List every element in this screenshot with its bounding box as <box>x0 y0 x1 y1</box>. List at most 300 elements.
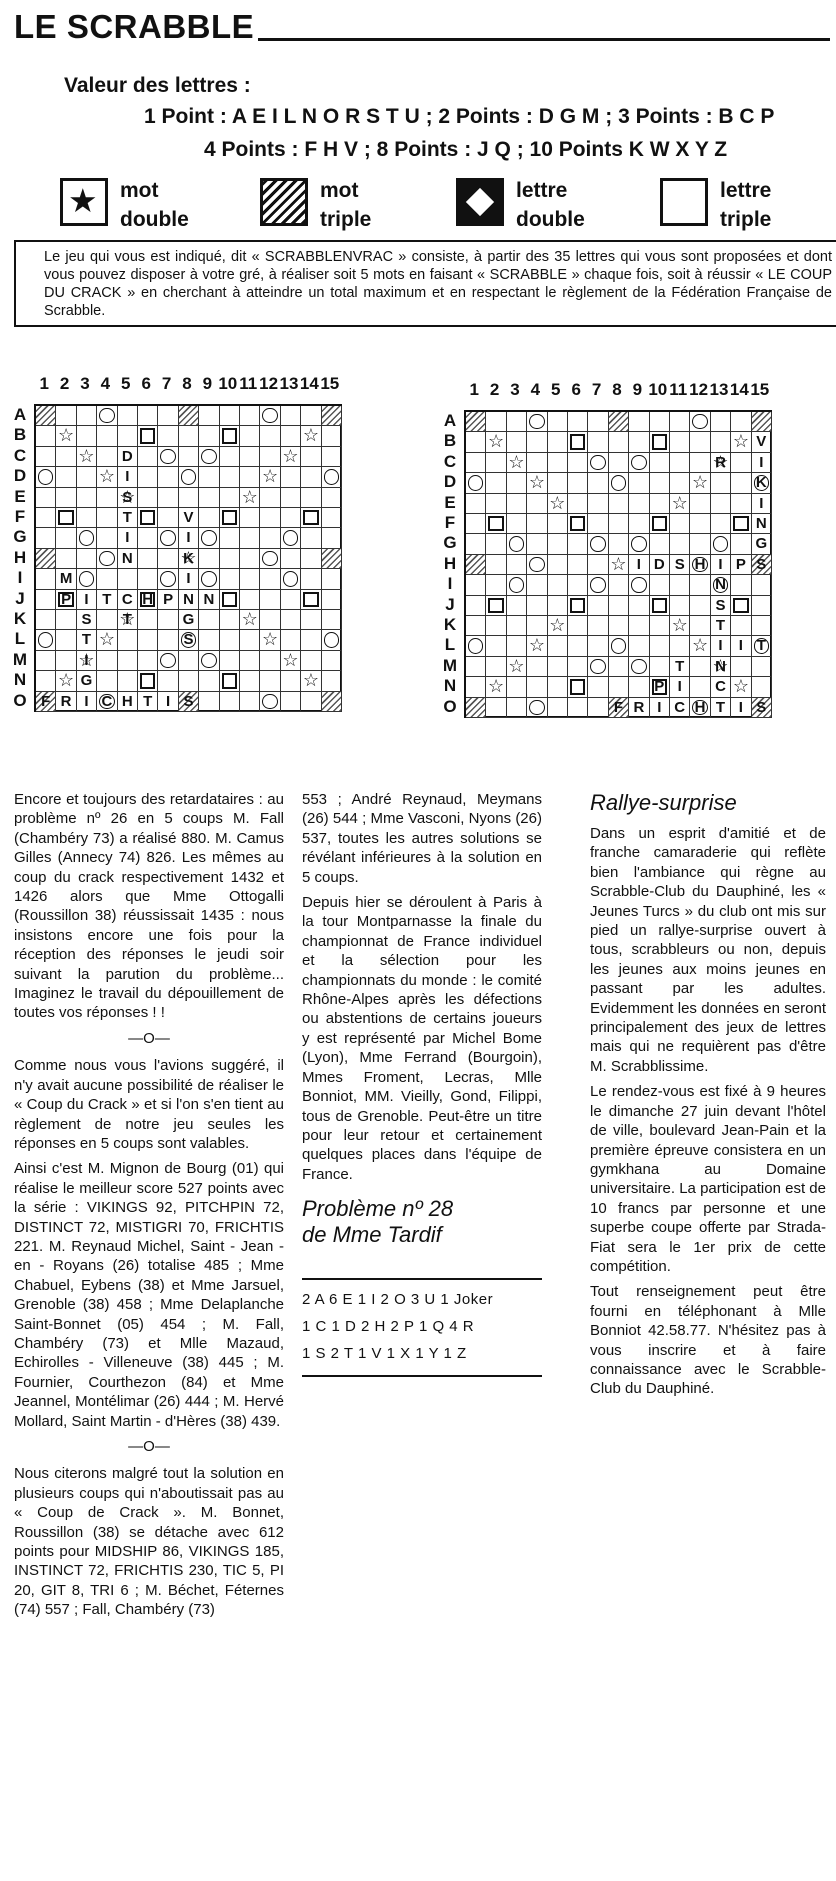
board-cell <box>138 610 158 630</box>
board-cell <box>56 549 76 569</box>
board-cell <box>752 534 772 554</box>
row-letter: L <box>14 629 26 649</box>
board-cell <box>507 494 527 514</box>
board-cell <box>56 467 76 487</box>
board-cell <box>486 412 506 432</box>
board-cell <box>301 528 321 548</box>
board-cell <box>322 447 342 467</box>
column-number: 1 <box>39 374 49 393</box>
board-cell <box>179 651 199 671</box>
board-cell <box>158 508 178 528</box>
triple-letter-cell <box>220 590 240 610</box>
board-cell <box>36 508 56 528</box>
tile-letter: I <box>738 698 743 716</box>
double-word-cell <box>97 467 117 487</box>
board-cell <box>711 698 731 718</box>
row-letter: A <box>13 405 27 424</box>
board-cell <box>281 406 301 426</box>
double-word-cell <box>527 636 547 656</box>
double-letter-cell <box>260 406 280 426</box>
board-cell <box>507 473 527 493</box>
board-cell <box>220 569 240 589</box>
board-cell <box>466 616 486 636</box>
board-cell <box>240 590 260 610</box>
board-cell <box>507 677 527 697</box>
board-cell <box>548 412 568 432</box>
board-cell <box>650 616 670 636</box>
double-word-cell <box>548 494 568 514</box>
board-cell <box>77 508 97 528</box>
tile-letter: S <box>756 698 767 716</box>
star-icon <box>60 178 108 226</box>
board-cell <box>548 473 568 493</box>
board-cell <box>260 651 280 671</box>
tile-letter: I <box>166 692 171 710</box>
board-cell <box>466 677 486 697</box>
board-cell <box>260 447 280 467</box>
board-cell <box>220 447 240 467</box>
triple-word-cell <box>179 692 199 712</box>
board-cell <box>240 447 260 467</box>
triple-word-cell <box>466 698 486 718</box>
board-cell <box>240 467 260 487</box>
board-cell <box>56 692 76 712</box>
board-cell <box>240 426 260 446</box>
triple-letter-cell <box>568 514 588 534</box>
board-cell <box>56 610 76 630</box>
board-cell <box>36 671 56 691</box>
board-cell <box>731 555 751 575</box>
tile-letter: I <box>125 468 130 486</box>
row-letter: J <box>445 594 455 614</box>
double-word-cell <box>281 447 301 467</box>
tile-letter: I <box>759 453 764 471</box>
board-cell <box>77 590 97 610</box>
board-cell <box>568 575 588 595</box>
double-word-cell <box>301 671 321 691</box>
tile-letter: I <box>759 494 764 512</box>
board-cell <box>322 569 342 589</box>
triple-letter-cell <box>138 671 158 691</box>
row-letter: I <box>17 568 23 588</box>
double-letter-cell <box>588 657 608 677</box>
board-cell <box>158 406 178 426</box>
board-cell <box>629 432 649 452</box>
board-cell <box>466 514 486 534</box>
board-cell <box>711 616 731 636</box>
row-letter: N <box>443 676 457 696</box>
column-number: 14 <box>299 374 319 393</box>
board-cell <box>568 555 588 575</box>
triple-word-cell <box>179 406 199 426</box>
tile-letter: G <box>182 611 195 628</box>
double-letter-cell <box>77 528 97 548</box>
board-cell <box>609 494 629 514</box>
legend-label: triple <box>320 208 372 231</box>
board-cell <box>97 447 117 467</box>
board-cell <box>199 610 219 630</box>
scrabble-board-left <box>12 372 340 772</box>
board-cell <box>36 528 56 548</box>
board-cell <box>609 616 629 636</box>
board-cell <box>731 412 751 432</box>
double-word-cell <box>77 447 97 467</box>
tile-letter: H <box>694 698 706 716</box>
double-letter-cell <box>179 630 199 650</box>
triple-letter-cell <box>731 514 751 534</box>
board-cell <box>609 432 629 452</box>
paragraph: Comme nous vous l'avions suggéré, il n'y avait aucune possibilité de réaliser le « Coup du Crack » et si l'on s'en tient au règlement de notre jeu seules les réponses en 5 coups sont valables. <box>14 1057 284 1152</box>
triple-letter-cell <box>220 426 240 446</box>
board-grid <box>34 404 342 712</box>
board-cell <box>281 692 301 712</box>
double-letter-cell <box>97 549 117 569</box>
board-cell <box>752 432 772 452</box>
board-cell <box>322 426 342 446</box>
column-number: 12 <box>259 374 279 393</box>
paragraph: Ainsi c'est M. Mignon de Bourg (01) qui réalise le meilleur score 527 points avec la série : VIKINGS 92, PITCHPIN 72, DISTINCT 72, MISTIGRI 70, FRICHTIS 221. M. Reynaud Michel, Saint - Jean - en - Royans (26) totalise 485 ; Mme Chabuel, Eybens (38) et Mme Jarsuel, Grenoble (38) 458 ; Mme Delaplanche Saint-Bonnet (05) 454 ; M. Fall, Chambéry (73) et Mlle Mazaud, Echirolles - Villeneuve (38) 445 ; M. Fournier, Courthezon (84) et Mme Jeannel, Montélimar (26) 444 ; M. Hervé Mollard, Saint Martin - d'Hères (38) 439. <box>14 1160 284 1430</box>
board-cell <box>322 610 342 630</box>
legend-label: lettre <box>720 179 772 202</box>
column-number: 14 <box>729 380 749 399</box>
board-cell <box>199 630 219 650</box>
column-number: 6 <box>571 380 581 399</box>
board-cell <box>609 657 629 677</box>
paragraph: 553 ; André Reynaud, Meymans (26) 544 ; Mme Vasconi, Nyons (26) 537, toutes les autres solutions se révélant inférieures à la solution en 5 coups. <box>302 791 542 886</box>
board-cell <box>731 616 751 636</box>
tile-letter: K <box>755 474 767 492</box>
board-cell <box>588 494 608 514</box>
board-cell <box>752 677 772 697</box>
row-letter: H <box>443 553 457 573</box>
board-cell <box>240 630 260 650</box>
tile-letter: T <box>675 657 685 675</box>
board-cell <box>629 412 649 432</box>
column-number: 5 <box>551 380 561 399</box>
board-cell <box>629 555 649 575</box>
board-cell <box>138 447 158 467</box>
double-letter-cell <box>322 630 342 650</box>
row-letter: G <box>443 533 457 553</box>
board-cell <box>158 549 178 569</box>
board-cell <box>179 447 199 467</box>
board-cell <box>548 575 568 595</box>
column-number: 1 <box>469 380 479 399</box>
board-cell <box>179 590 199 610</box>
board-cell <box>568 412 588 432</box>
board-cell <box>629 494 649 514</box>
board-cell <box>507 432 527 452</box>
board-cell <box>466 432 486 452</box>
double-word-cell <box>118 488 138 508</box>
letter-values-line-1: 1 Point : A E I L N O R S T U ; 2 Points : D G M ; 3 Points : B C P <box>144 105 775 128</box>
board-cell <box>711 555 731 575</box>
board-cell <box>260 569 280 589</box>
board-cell <box>301 651 321 671</box>
board-cell <box>588 616 608 636</box>
double-letter-cell <box>629 534 649 554</box>
board-cell <box>466 494 486 514</box>
board-cell <box>629 473 649 493</box>
double-letter-cell <box>629 657 649 677</box>
board-cell <box>97 610 117 630</box>
triple-word-cell <box>609 412 629 432</box>
board-cell <box>36 569 56 589</box>
board-cell <box>527 596 547 616</box>
board-cell <box>77 406 97 426</box>
board-cell <box>670 555 690 575</box>
legend-label: triple <box>720 208 772 231</box>
double-letter-cell <box>690 698 710 718</box>
double-letter-cell <box>629 575 649 595</box>
board-cell <box>588 412 608 432</box>
board-cell <box>568 657 588 677</box>
board-cell <box>588 677 608 697</box>
triple-word-cell <box>36 406 56 426</box>
board-cell <box>322 508 342 528</box>
column-number: 3 <box>510 380 520 399</box>
board-cell <box>650 412 670 432</box>
board-cell <box>97 426 117 446</box>
double-word-cell <box>670 616 690 636</box>
board-cell <box>752 514 772 534</box>
board-cell <box>158 610 178 630</box>
board-cell <box>158 630 178 650</box>
board-cell <box>118 447 138 467</box>
board-cell <box>158 467 178 487</box>
diamond-icon <box>456 178 504 226</box>
board-cell <box>77 488 97 508</box>
board-cell <box>301 406 321 426</box>
board-cell <box>670 412 690 432</box>
board-cell <box>301 610 321 630</box>
board-cell <box>486 534 506 554</box>
tile-letter: C <box>121 590 133 608</box>
board-cell <box>301 569 321 589</box>
board-cell <box>260 671 280 691</box>
board-cell <box>548 453 568 473</box>
tile-letter: T <box>715 617 726 634</box>
scrabble-board-right <box>442 378 770 778</box>
board-cell <box>118 671 138 691</box>
board-cell <box>220 488 240 508</box>
tile-letter: N <box>715 657 726 675</box>
tile-letter: I <box>738 637 743 655</box>
problem-author: de Mme Tardif <box>302 1222 442 1248</box>
double-letter-cell <box>507 575 527 595</box>
board-cell <box>220 467 240 487</box>
board-cell <box>588 596 608 616</box>
intro-box: Le jeu qui vous est indiqué, dit « SCRABBLENVRAC » consiste, à partir des 35 lettres qui vous sont proposées et dont vous pouvez disposer à votre gré, à réaliser soit 5 mots en faisant « SCRABBLE » chaque fois, soit à réussir « LE COUP DU CRACK » en cherchant à atteindre un total maximum et en respectant le règlement de la Fédération Française de Scrabble. <box>14 240 836 327</box>
board-cell <box>690 494 710 514</box>
board-cell <box>97 569 117 589</box>
double-word-cell <box>690 636 710 656</box>
row-letter: C <box>443 451 457 471</box>
board-cell <box>650 494 670 514</box>
double-word-cell <box>77 651 97 671</box>
board-cell <box>670 575 690 595</box>
triple-letter-cell <box>138 426 158 446</box>
board-cell <box>568 473 588 493</box>
board-cell <box>179 528 199 548</box>
board-cell <box>301 692 321 712</box>
board-cell <box>609 677 629 697</box>
board-cell <box>118 528 138 548</box>
board-cell <box>711 677 731 697</box>
tile-letter: T <box>102 590 112 608</box>
board-cell <box>260 426 280 446</box>
double-letter-cell <box>281 569 301 589</box>
double-word-cell <box>56 426 76 446</box>
board-cell <box>240 671 260 691</box>
board-cell <box>36 447 56 467</box>
board-cell <box>711 636 731 656</box>
tile-letter: T <box>122 509 132 526</box>
letter-values <box>64 74 824 161</box>
board-cell <box>77 692 97 712</box>
tile-letter: P <box>61 590 72 608</box>
row-letter: K <box>443 615 457 634</box>
board-cell <box>650 657 670 677</box>
board-cell <box>629 514 649 534</box>
board-cell <box>138 630 158 650</box>
board-cell <box>486 636 506 656</box>
board-cell <box>118 651 138 671</box>
board-cell <box>507 636 527 656</box>
board-cell <box>118 508 138 528</box>
tile-letter: I <box>677 678 682 696</box>
board-cell <box>507 412 527 432</box>
board-cell <box>711 494 731 514</box>
row-letter: E <box>14 486 26 506</box>
triple-letter-cell <box>486 596 506 616</box>
board-cell <box>609 453 629 473</box>
double-word-cell <box>240 610 260 630</box>
board-cell <box>199 426 219 446</box>
board-cell <box>629 596 649 616</box>
board-cell <box>731 698 751 718</box>
board-cell <box>138 406 158 426</box>
board-cell <box>138 569 158 589</box>
page-title: LE SCRABBLE <box>14 8 258 46</box>
letter-values-line-2: 4 Points : F H V ; 8 Points : J Q ; 10 Points K W X Y Z <box>204 138 728 161</box>
board-cell <box>158 488 178 508</box>
tile-letter: C <box>715 678 726 696</box>
tile-letter: M <box>59 570 73 588</box>
letter-draw <box>302 1286 542 1367</box>
board-cell <box>97 528 117 548</box>
double-letter-cell <box>711 575 731 595</box>
triple-letter-cell <box>301 508 321 528</box>
board-cell <box>507 514 527 534</box>
tile-letter: I <box>718 555 723 573</box>
board-cell <box>609 596 629 616</box>
tile-letter: H <box>142 590 154 608</box>
double-word-cell <box>711 657 731 677</box>
board-cell <box>158 426 178 446</box>
triple-word-cell <box>609 698 629 718</box>
legend-label: double <box>516 208 585 231</box>
column-number: 13 <box>709 380 729 399</box>
triple-word-cell <box>466 412 486 432</box>
column-number: 2 <box>59 374 70 393</box>
double-word-cell <box>731 432 751 452</box>
triple-letter-cell <box>650 432 670 452</box>
paragraph: Encore et toujours des retardataires : au problème nº 26 en 5 coups M. Fall (Chambéry 73) a réalisé 880. M. Camus Gilles (Annecy 74) 826. Les mêmes au coup du crack respectivement 1432 et 1426 alors que Mme Ottogalli (Roussillon 38) réussissait 1435 : nous insistons encore une fois pour la réception des réponses le jeudi soir suivant la parution du problème... Imaginez le travail du dépouillement de toutes vos réponses ! ! <box>14 791 284 1022</box>
double-letter-cell <box>527 555 547 575</box>
board-cell <box>220 549 240 569</box>
board-cell <box>670 514 690 534</box>
hatch-icon <box>260 178 308 226</box>
double-word-cell <box>507 453 527 473</box>
board-cell <box>281 549 301 569</box>
column-number: 8 <box>612 380 622 399</box>
column-number: 4 <box>530 380 541 399</box>
double-letter-cell <box>609 473 629 493</box>
column-1 <box>14 790 284 1626</box>
double-letter-cell <box>609 636 629 656</box>
tile-letter: H <box>694 555 706 573</box>
board-cell <box>752 616 772 636</box>
board-cell <box>240 569 260 589</box>
board-cell <box>260 508 280 528</box>
double-letter-cell <box>466 473 486 493</box>
board-cell <box>97 590 117 610</box>
row-letter: C <box>13 445 27 465</box>
triple-letter-cell <box>56 590 76 610</box>
board-cell <box>301 447 321 467</box>
triple-letter-cell <box>138 508 158 528</box>
column-number: 15 <box>320 374 340 393</box>
board-cell <box>220 651 240 671</box>
row-letter: O <box>443 696 457 716</box>
row-letter: K <box>13 609 27 628</box>
board-cell <box>118 590 138 610</box>
double-letter-cell <box>199 569 219 589</box>
board-cell <box>138 488 158 508</box>
board-cell <box>486 473 506 493</box>
board-cell <box>548 555 568 575</box>
column-number: 8 <box>182 374 192 393</box>
board-cell <box>548 698 568 718</box>
board-cell <box>240 406 260 426</box>
triple-word-cell <box>752 412 772 432</box>
tile-letter: N <box>121 549 133 567</box>
triple-word-cell <box>322 692 342 712</box>
double-word-cell <box>281 651 301 671</box>
board-cell <box>281 630 301 650</box>
row-letter: F <box>444 513 456 532</box>
triple-letter-cell <box>731 596 751 616</box>
tile-letter: I <box>186 570 191 588</box>
tile-letter: S <box>756 555 767 573</box>
board-cell <box>199 488 219 508</box>
board-cell <box>260 610 280 630</box>
tile-letter: C <box>101 692 113 710</box>
board-cell <box>548 636 568 656</box>
board-cell <box>179 508 199 528</box>
triple-word-cell <box>322 549 342 569</box>
board-cell <box>690 596 710 616</box>
board-cell <box>199 508 219 528</box>
board-grid <box>464 410 772 718</box>
column-number: 7 <box>161 374 172 393</box>
board-cell <box>301 630 321 650</box>
tile-letter: I <box>657 698 662 716</box>
board-cell <box>240 692 260 712</box>
board-cell <box>568 636 588 656</box>
column-number: 3 <box>80 374 90 393</box>
